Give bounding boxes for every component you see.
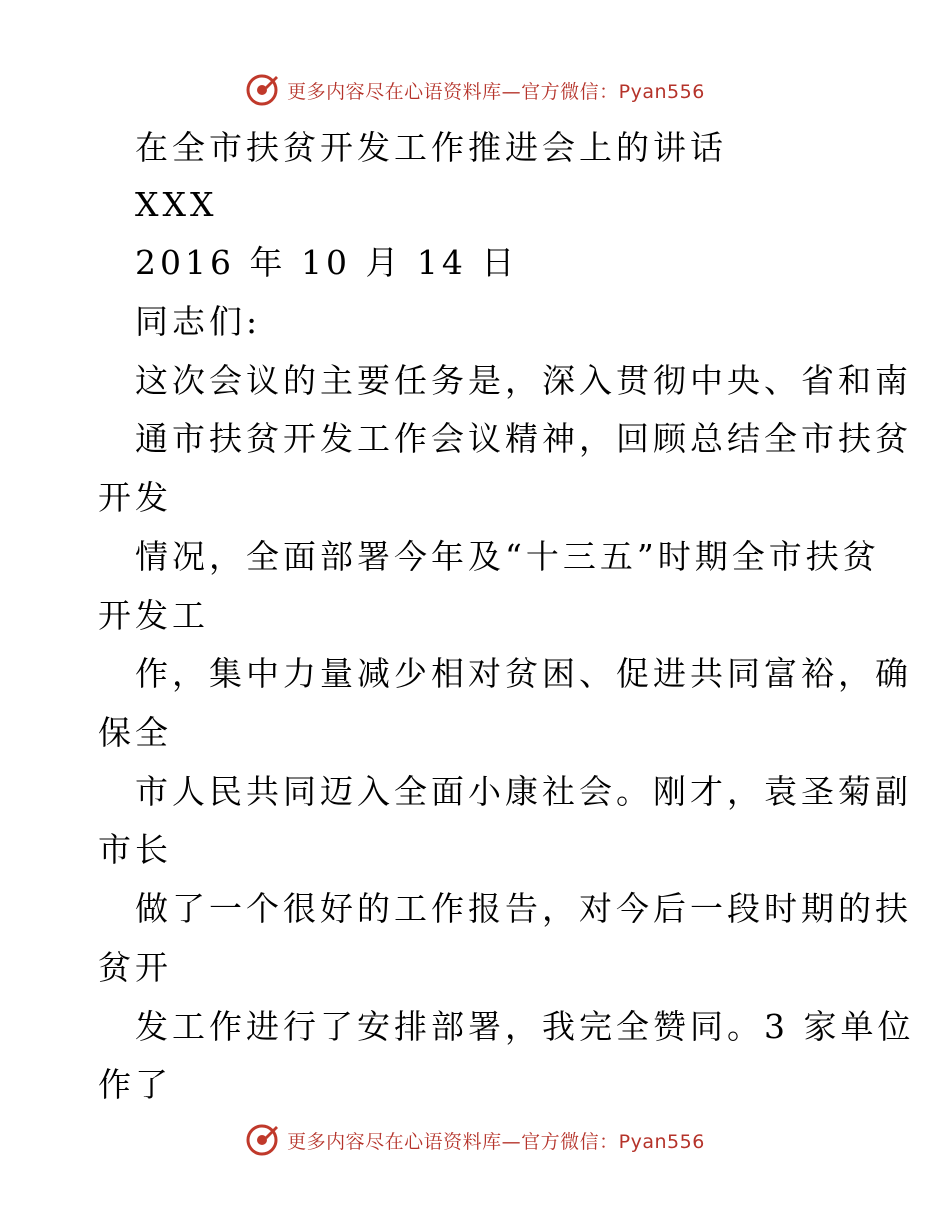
author-line: XXX (135, 185, 218, 224)
text-line: 贫开 (98, 948, 172, 987)
text-line: 作了 (98, 1065, 172, 1104)
text-line: 作，集中力量减少相对贫困、促进共同富裕，确 (135, 654, 912, 693)
watermark-text: 更多内容尽在心语资料库—官方微信：Pyan556 (287, 1130, 705, 1153)
text-line: 市长 (98, 830, 172, 869)
text-line: 通市扶贫开发工作会议精神，回顾总结全市扶贫 (135, 419, 912, 458)
text-line: 这次会议的主要任务是，深入贯彻中央、省和南 (135, 361, 912, 400)
text-line: 情况，全面部署今年及“十三五”时期全市扶贫 (135, 537, 880, 576)
text-line: 开发工 (98, 596, 209, 635)
document-title: 在全市扶贫开发工作推进会上的讲话 (135, 128, 727, 167)
watermark-text: 更多内容尽在心语资料库—官方微信：Pyan556 (287, 80, 705, 103)
text-line: 做了一个很好的工作报告，对今后一段时期的扶 (135, 889, 912, 928)
text-line: 发工作进行了安排部署，我完全赞同。3 家单位 (135, 1007, 915, 1046)
pen-logo-icon (245, 73, 279, 107)
date-line: 2016 年 10 月 14 日 (135, 243, 519, 282)
salutation: 同志们: (135, 302, 262, 341)
text-line: 开发 (98, 478, 172, 517)
watermark-header (0, 70, 950, 110)
watermark-footer (0, 1120, 950, 1160)
pen-logo-icon (245, 1123, 279, 1157)
text-line: 市人民共同迈入全面小康社会。刚才，袁圣菊副 (135, 772, 912, 811)
text-line: 保全 (98, 713, 172, 752)
